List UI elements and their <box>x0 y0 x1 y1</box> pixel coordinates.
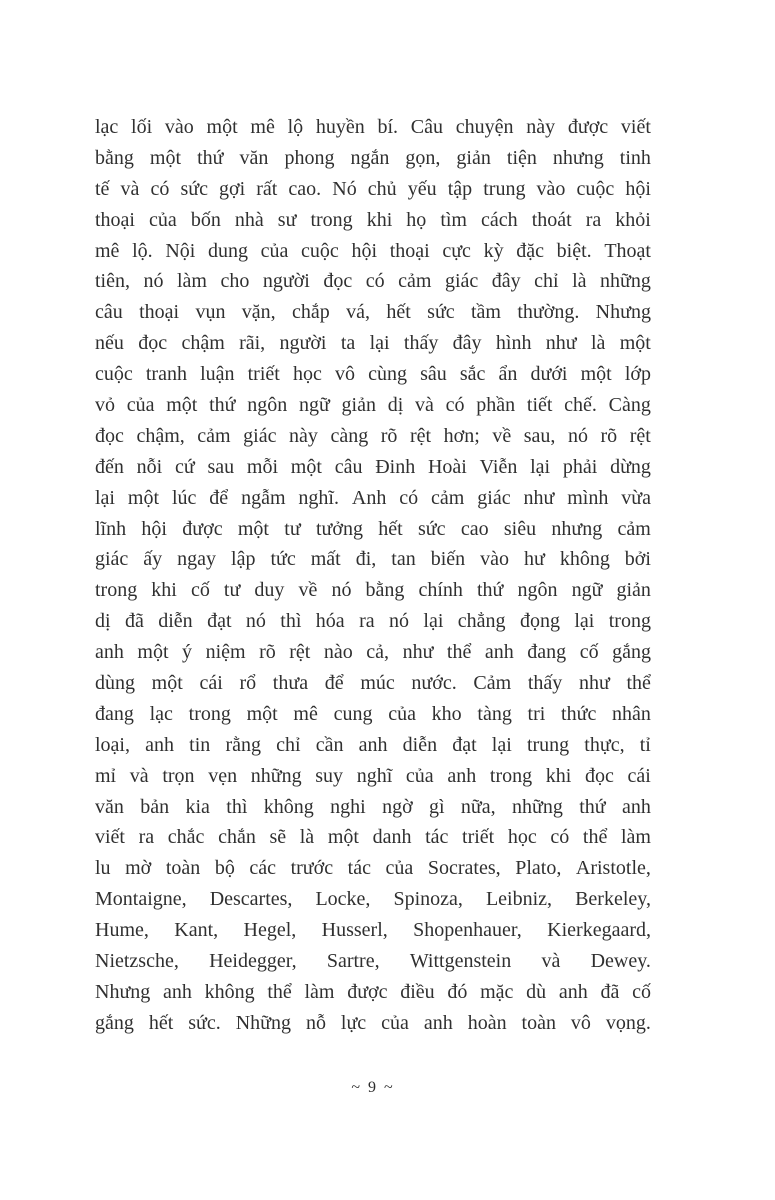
text-line: lĩnh hội được một tư tưởng hết sức cao siêu nhưng cảm <box>95 517 651 540</box>
text-line: văn bản kia thì không nghi ngờ gì nữa, những thứ anh <box>95 795 651 818</box>
text-line: đang lạc trong một mê cung của kho tàng tri thức nhân <box>95 702 651 725</box>
text-line: thoại của bốn nhà sư trong khi họ tìm cách thoát ra khỏi <box>95 208 651 231</box>
text-line: viết ra chắc chắn sẽ là một danh tác triết học có thể làm <box>95 826 651 849</box>
page-text <box>95 112 651 1039</box>
text-line: đến nỗi cứ sau mỗi một câu Đinh Hoài Viễn lại phải dừng <box>95 455 651 478</box>
text-line: lại một lúc để ngẫm nghĩ. Anh có cảm giác như mình vừa <box>95 486 651 509</box>
text-line: mỉ và trọn vẹn những suy nghĩ của anh trong khi đọc cái <box>95 764 651 787</box>
text-line: cuộc tranh luận triết học vô cùng sâu sắc ẩn dưới một lớp <box>95 363 651 386</box>
text-line: dị đã diễn đạt nó thì hóa ra nó lại chẳng đọng lại trong <box>95 610 651 633</box>
text-line: trong khi cố tư duy về nó bằng chính thứ ngôn ngữ giản <box>95 579 651 602</box>
text-line: gắng hết sức. Những nỗ lực của anh hoàn toàn vô vọng. <box>95 1011 651 1034</box>
text-line: tế và có sức gợi rất cao. Nó chủ yếu tập trung vào cuộc hội <box>95 177 651 200</box>
text-line: Hume, Kant, Hegel, Husserl, Shopenhauer, Kierkegaard, <box>95 919 651 942</box>
text-line: tiên, nó làm cho người đọc có cảm giác đây chỉ là những <box>95 270 651 293</box>
text-line: nếu đọc chậm rãi, người ta lại thấy đây hình như là một <box>95 332 651 355</box>
text-line: giác ấy ngay lập tức mất đi, tan biến vào hư không bởi <box>95 548 651 571</box>
text-line: Nietzsche, Heidegger, Sartre, Wittgenstein và Dewey. <box>95 950 651 973</box>
text-line: đọc chậm, cảm giác này càng rõ rệt hơn; về sau, nó rõ rệt <box>95 424 651 447</box>
text-line: Montaigne, Descartes, Locke, Spinoza, Leibniz, Berkeley, <box>95 888 651 911</box>
text-line: lu mờ toàn bộ các trước tác của Socrates, Plato, Aristotle, <box>95 857 651 880</box>
page-number: ~ 9 ~ <box>351 1079 395 1096</box>
text-line: vỏ của một thứ ngôn ngữ giản dị và có phần tiết chế. Càng <box>95 394 651 417</box>
text-line: loại, anh tin rằng chỉ cần anh diễn đạt lại trung thực, tỉ <box>95 733 651 756</box>
text-line: dùng một cái rổ thưa để múc nước. Cảm thấy như thể <box>95 672 651 695</box>
text-line: anh một ý niệm rõ rệt nào cả, như thể anh đang cố gắng <box>95 641 651 664</box>
text-line: Nhưng anh không thể làm được điều đó mặc dù anh đã cố <box>95 980 651 1003</box>
text-line: câu thoại vụn vặn, chắp vá, hết sức tầm thường. Nhưng <box>95 301 651 324</box>
text-line: lạc lối vào một mê lộ huyền bí. Câu chuyện này được viết <box>95 116 651 138</box>
text-line: mê lộ. Nội dung của cuộc hội thoại cực kỳ đặc biệt. Thoạt <box>95 239 651 262</box>
text-line: bằng một thứ văn phong ngắn gọn, giản tiện nhưng tinh <box>95 146 651 169</box>
